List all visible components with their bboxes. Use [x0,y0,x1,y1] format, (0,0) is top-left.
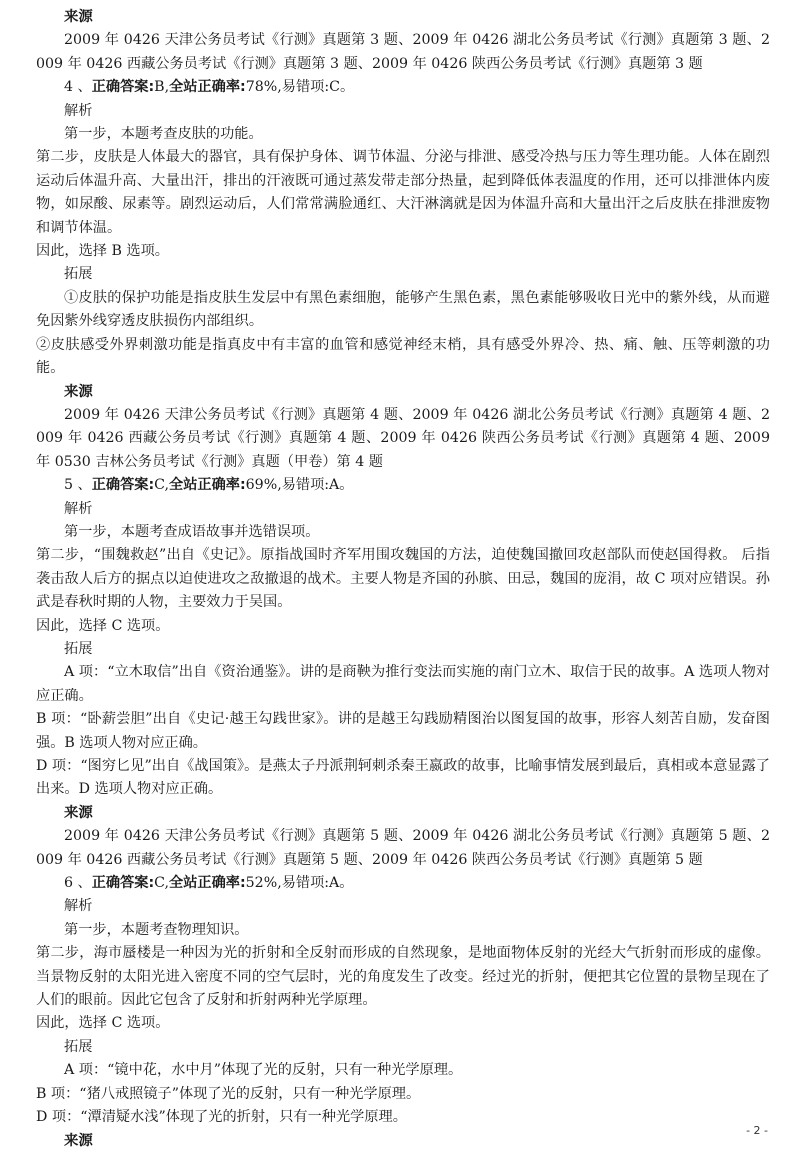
paragraph: A 项：“镜中花，水中月”体现了光的反射，只有一种光学原理。 [64,1062,463,1079]
text-line: 解析 [64,102,93,119]
paragraph: D 项：“潭清疑水浅”体现了光的折射，只有一种光学原理。 [36,1109,407,1126]
accuracy-label: 全站正确率: [169,875,246,892]
text-line: 解析 [64,898,93,915]
accuracy-label: 全站正确率: [169,79,246,96]
text-line: 拓展 [64,266,93,283]
text-line: 因此，选择 B 选项。 [36,243,169,260]
answer-line [36,474,770,497]
section-heading-source: 来源 [64,9,93,25]
paragraph: ②皮肤感受外界刺激功能是指真皮中有丰富的血管和感觉神经末梢，具有感受外界冷、热、痛、触、压等刺激的功能。 [36,336,770,377]
paragraph: 2009 年 0426 天津公务员考试《行测》真题第 3 题、2009 年 0426 湖北公务员考试《行测》真题第 3 题、2009 年 0426 西藏公务员考试《行测》真题第 3 题、2009 年 0426 陕西公务员考试《行测》真题第 3 题 [36,32,770,72]
paragraph: 第二步，海市蜃楼是一种因为光的折射和全反射而形成的自然现象，是地面物体反射的光经大气折射而形成的虚像。当景物反射的太阳光进入密度不同的空气层时，光的角度发生了改变。经过光的折射，便把其它位置的景物呈现在了人们的眼前。因此它包含了反射和折射两种光学原理。 [36,945,770,1009]
text-line: 拓展 [64,640,93,657]
text-line: 因此，选择 C 选项。 [36,617,170,634]
text-line: 解析 [64,500,93,517]
paragraph: ①皮肤的保护功能是指皮肤生发层中有黑色素细胞，能够产生黑色素，黑色素能够吸收日光中的紫外线，从而避免因紫外线穿透皮肤损伤内部组织。 [36,289,770,330]
paragraph: B 项：“猪八戒照镜子”体现了光的反射，只有一种光学原理。 [36,1085,421,1102]
paragraph: D 项：“图穷匕见”出自《战国策》。是燕太子丹派荆轲刺杀秦王嬴政的故事，比喻事情发展到最后，真相或本意显露了出来。D 选项人物对应正确。 [36,758,770,798]
section-heading-source: 来源 [64,1132,93,1149]
question-number: 5 、 [64,477,92,494]
paragraph: 第二步，皮肤是人体最大的器官，具有保护身体、调节体温、分泌与排泄、感受冷热与压力等生理功能。人体在剧烈运动后体温升高、大量出汗，排出的汗液既可通过蒸发带走部分热量，起到降低体表温度的作用，还可以排泄体内废物，如尿酸、尿素等。剧烈运动后，人们常常满脸通红、大汗淋漓就是因为体温升高和大量出汗之后皮肤在排泄废物和调节体温。 [36,149,770,236]
section-heading-source: 来源 [64,804,93,821]
correct-answer-label: 正确答案: [91,79,155,96]
page-number: - 2 - [746,1124,768,1137]
accuracy-label: 全站正确率: [169,477,246,494]
text-line: 因此，选择 C 选项。 [36,1015,170,1032]
answer-line [36,76,770,99]
paragraph: B 项：“卧薪尝胆”出自《史记·越王勾践世家》。讲的是越王勾践励精图治以图复国的故事，形容人刻苦自励，发奋图强。B 选项人物对应正确。 [36,711,770,751]
correct-answer-label: 正确答案: [91,875,155,892]
paragraph: A 项：“立木取信”出自《资治通鉴》。讲的是商鞅为推行变法而实施的南门立木、取信于民的故事。A 选项人物对应正确。 [36,664,770,704]
correct-answer-value: C, [154,875,170,892]
correct-answer-value: B, [154,79,170,96]
question-number: 6 、 [64,875,92,892]
accuracy-value: 78%,易错项:C。 [245,79,355,96]
paragraph: 2009 年 0426 天津公务员考试《行测》真题第 4 题、2009 年 0426 湖北公务员考试《行测》真题第 4 题、2009 年 0426 西藏公务员考试《行测》真题第 4 题、2009 年 0426 陕西公务员考试《行测》真题第 4 题、2009 年 0530 吉林公务员考试《行测》真题（甲卷）第 4 题 [36,406,770,470]
answer-line [36,872,770,895]
correct-answer-label: 正确答案: [91,477,155,494]
accuracy-value: 69%,易错项:A。 [245,477,354,494]
paragraph: 第二步，“围魏救赵”出自《史记》。原指战国时齐军用围攻魏国的方法，迫使魏国撤回攻赵部队而使赵国得救。 后指袭击敌人后方的据点以迫使进攻之敌撤退的战术。主要人物是齐国的孙膑、田忌，魏国的庞涓，故 C 项对应错误。孙武是春秋时期的人物，主要效力于吴国。 [36,547,770,611]
text-line: 拓展 [64,1038,93,1055]
question-number: 4 、 [64,79,92,96]
text-line: 第一步，本题考查皮肤的功能。 [64,126,263,143]
section-heading-source: 来源 [64,383,93,400]
accuracy-value: 52%,易错项:A。 [245,875,354,892]
text-line: 第一步，本题考查物理知识。 [64,921,249,938]
text-line: 第一步，本题考查成语故事并选错误项。 [64,523,320,540]
correct-answer-value: C, [154,477,170,494]
paragraph: 2009 年 0426 天津公务员考试《行测》真题第 5 题、2009 年 0426 湖北公务员考试《行测》真题第 5 题、2009 年 0426 西藏公务员考试《行测》真题第 5 题、2009 年 0426 陕西公务员考试《行测》真题第 5 题 [36,828,770,868]
